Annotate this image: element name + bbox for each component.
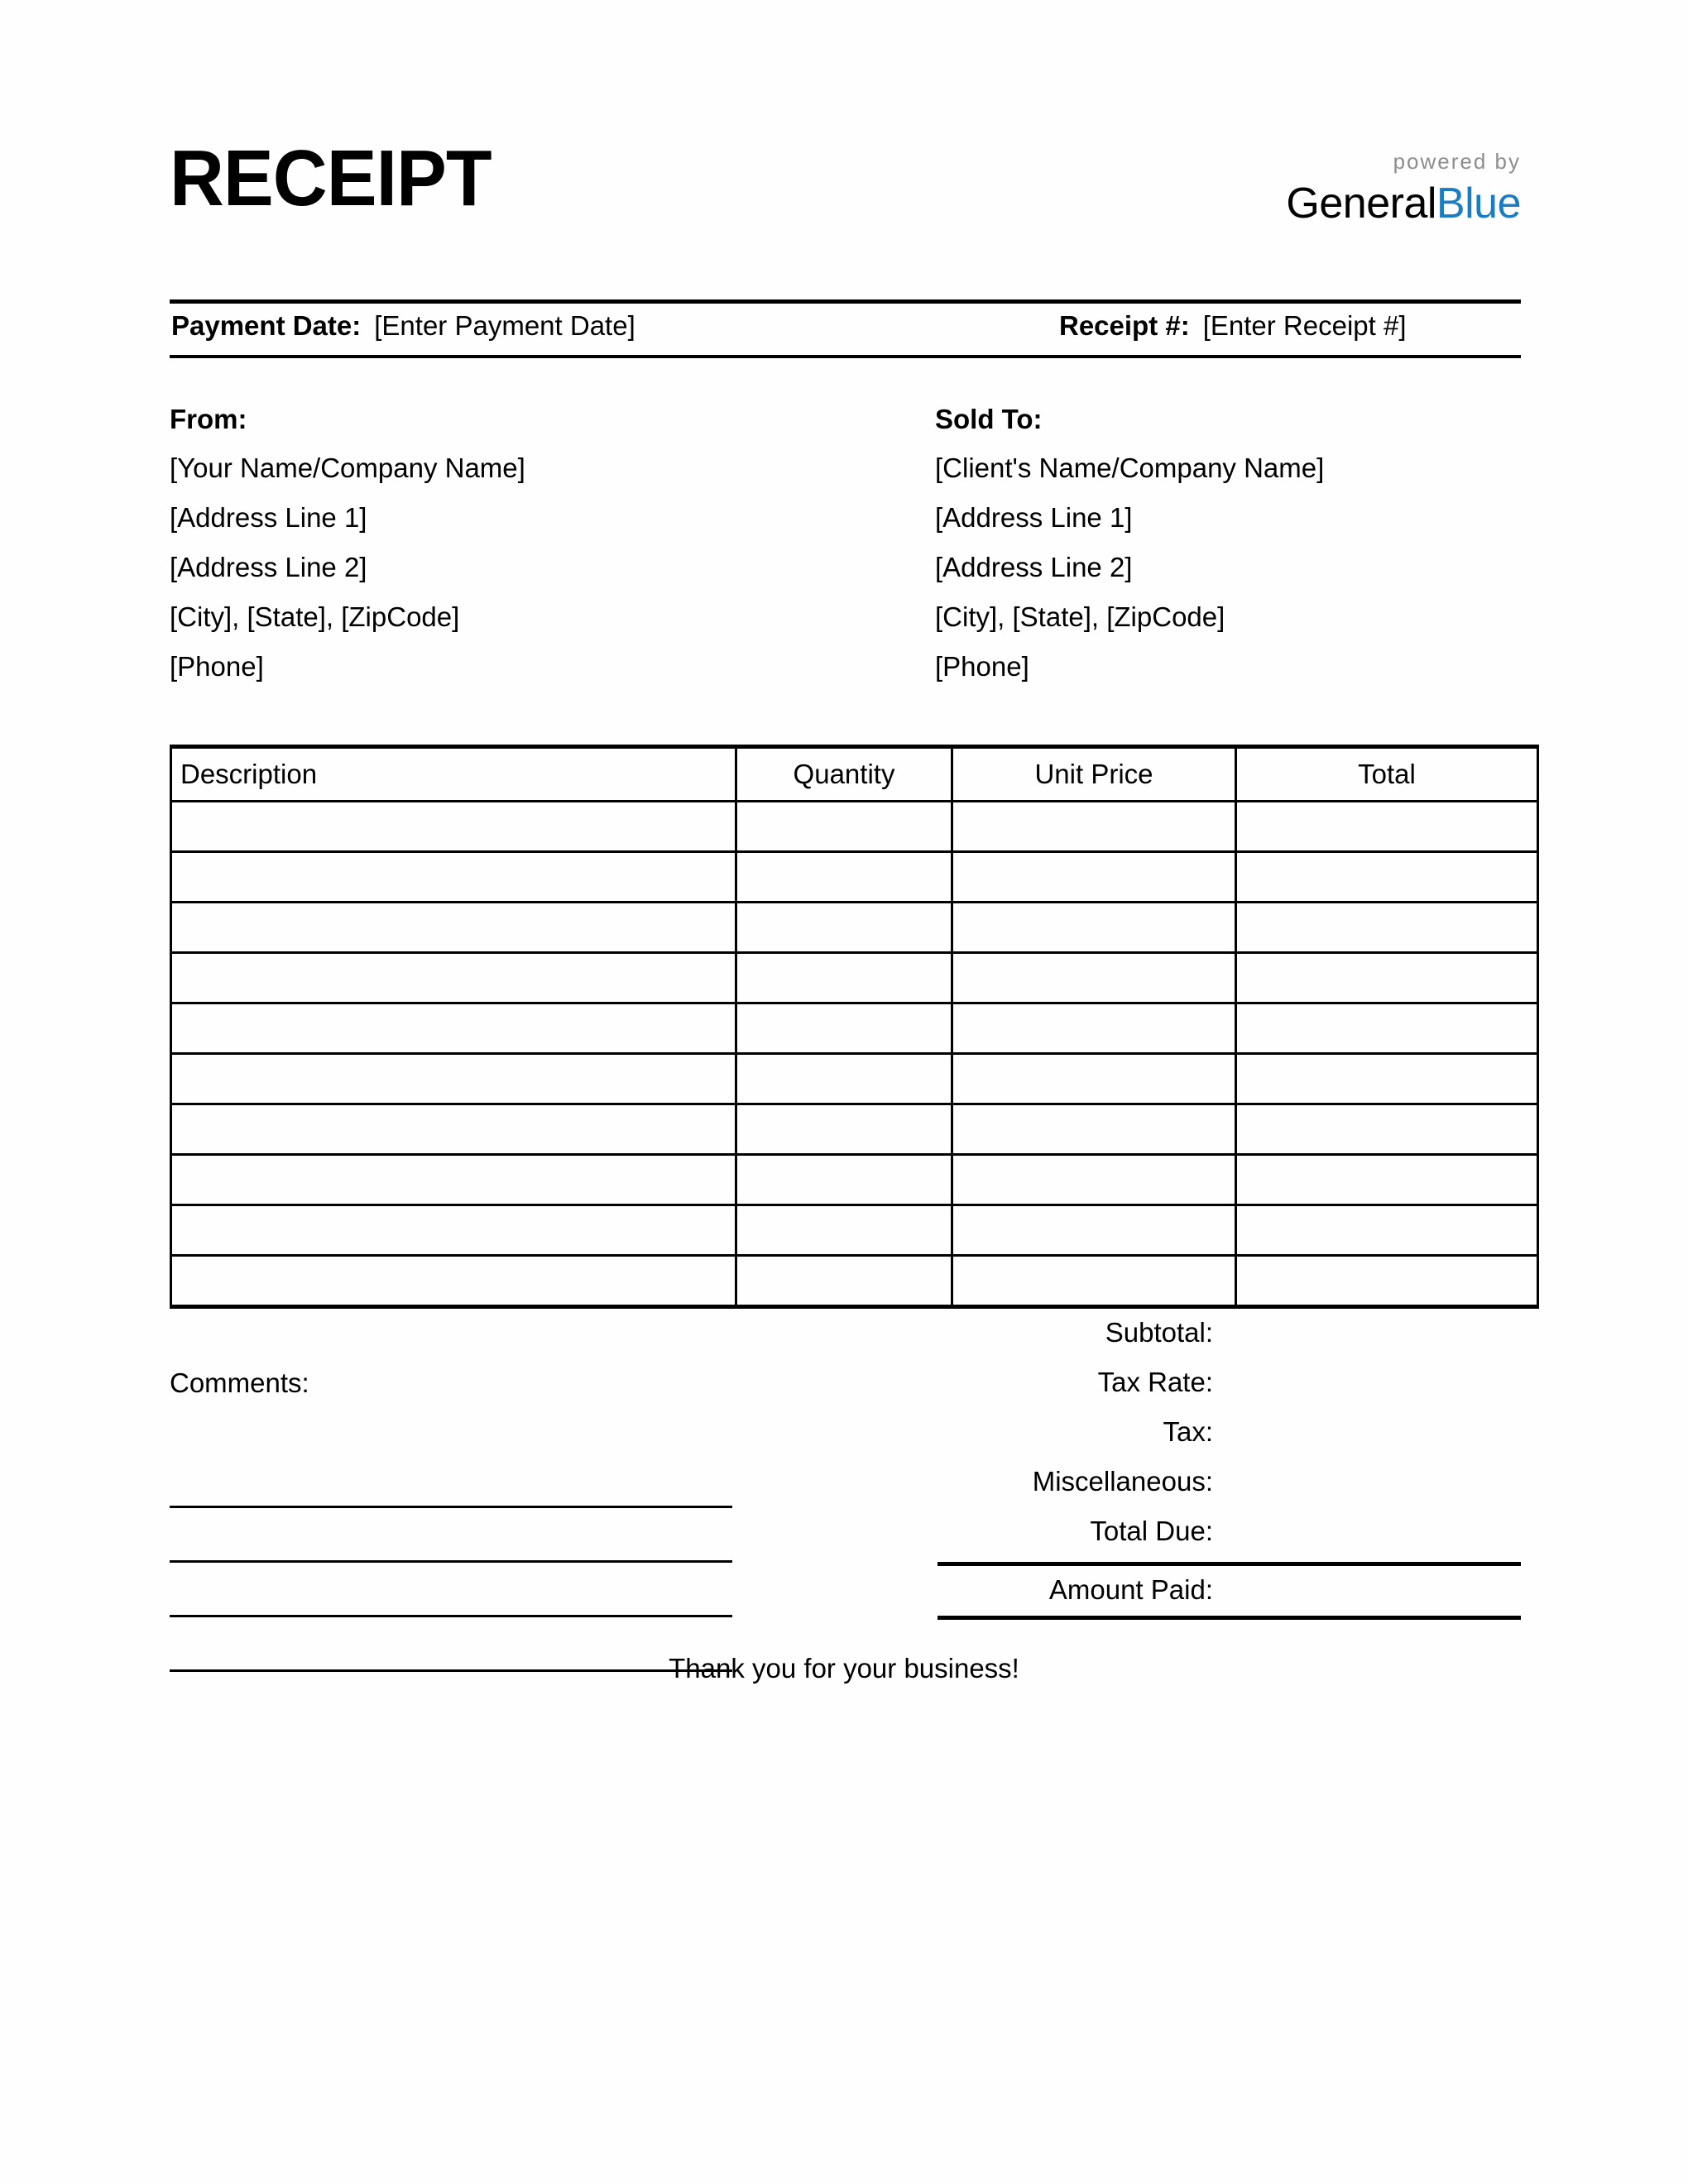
cell-quantity[interactable] (736, 903, 952, 953)
cell-unit-price[interactable] (952, 953, 1236, 1003)
from-line-city-state-zip[interactable]: [City], [State], [ZipCode] (170, 601, 460, 632)
document-header (170, 134, 1521, 255)
cell-quantity[interactable] (736, 1256, 952, 1307)
page-title: RECEIPT (170, 134, 492, 223)
totals-row-total-due (938, 1512, 1521, 1562)
cell-quantity[interactable] (736, 1003, 952, 1054)
cell-description[interactable] (171, 1155, 736, 1205)
cell-description[interactable] (171, 953, 736, 1003)
tax-rate-label: Tax Rate: (1097, 1367, 1213, 1397)
cell-unit-price[interactable] (952, 1003, 1236, 1054)
totals-row-tax (938, 1413, 1521, 1463)
table-row (171, 852, 1538, 903)
sold-to-line-name[interactable]: [Client's Name/Company Name] (935, 453, 1325, 483)
table-row (171, 953, 1538, 1003)
cell-total[interactable] (1236, 1003, 1538, 1054)
brand-name-general: General (1286, 180, 1436, 228)
brand-name-blue: Blue (1436, 180, 1521, 228)
cell-description[interactable] (171, 1003, 736, 1054)
comment-line[interactable] (170, 1508, 732, 1563)
tax-label: Tax: (1163, 1416, 1213, 1447)
receipt-number-field[interactable]: [Enter Receipt #] (1202, 310, 1407, 341)
totals-section (938, 1314, 1521, 1620)
payment-date-field[interactable]: [Enter Payment Date] (374, 310, 635, 341)
comments-label: Comments: (170, 1367, 309, 1398)
brand-powered-by-label: powered by (1393, 149, 1521, 174)
cell-unit-price[interactable] (952, 1256, 1236, 1307)
table-row (171, 1205, 1538, 1256)
line-items-body (171, 802, 1538, 1307)
table-row (171, 1104, 1538, 1155)
cell-total[interactable] (1236, 953, 1538, 1003)
cell-quantity[interactable] (736, 1054, 952, 1104)
receipt-number-group (1059, 310, 1407, 342)
cell-description[interactable] (171, 802, 736, 852)
column-header-total: Total (1236, 747, 1538, 802)
comments-input-area[interactable] (170, 1454, 732, 1672)
cell-description[interactable] (171, 1104, 736, 1155)
receipt-number-label: Receipt #: (1059, 310, 1190, 341)
cell-unit-price[interactable] (952, 903, 1236, 953)
subtotal-label: Subtotal: (1105, 1317, 1213, 1348)
sold-to-line-address1[interactable]: [Address Line 1] (935, 502, 1133, 533)
comments-section (170, 1369, 732, 1396)
from-line-name[interactable]: [Your Name/Company Name] (170, 453, 525, 483)
line-items-header (171, 747, 1538, 802)
cell-quantity[interactable] (736, 852, 952, 903)
column-header-description: Description (171, 747, 736, 802)
line-items-table (170, 745, 1539, 1309)
cell-unit-price[interactable] (952, 1104, 1236, 1155)
cell-description[interactable] (171, 852, 736, 903)
table-row (171, 802, 1538, 852)
cell-total[interactable] (1236, 1104, 1538, 1155)
table-row (171, 1256, 1538, 1307)
cell-total[interactable] (1236, 852, 1538, 903)
cell-description[interactable] (171, 1256, 736, 1307)
cell-quantity[interactable] (736, 1104, 952, 1155)
cell-unit-price[interactable] (952, 1054, 1236, 1104)
cell-description[interactable] (171, 1205, 736, 1256)
sold-to-block (935, 405, 1580, 702)
payment-date-group (171, 310, 635, 342)
table-row (171, 1155, 1538, 1205)
table-row (171, 1054, 1538, 1104)
comment-line[interactable] (170, 1563, 732, 1617)
miscellaneous-label: Miscellaneous: (1032, 1466, 1213, 1497)
cell-quantity[interactable] (736, 802, 952, 852)
cell-description[interactable] (171, 903, 736, 953)
from-block (170, 405, 815, 702)
sold-to-line-city-state-zip[interactable]: [City], [State], [ZipCode] (935, 601, 1225, 632)
cell-unit-price[interactable] (952, 802, 1236, 852)
column-header-quantity: Quantity (736, 747, 952, 802)
cell-total[interactable] (1236, 903, 1538, 953)
cell-description[interactable] (171, 1054, 736, 1104)
cell-quantity[interactable] (736, 953, 952, 1003)
cell-total[interactable] (1236, 802, 1538, 852)
brand-logo (1286, 149, 1521, 228)
amount-paid-label: Amount Paid: (1048, 1574, 1213, 1605)
brand-name (1286, 180, 1521, 228)
from-line-phone[interactable]: [Phone] (170, 651, 264, 682)
totals-row-tax-rate (938, 1363, 1521, 1413)
totals-row-subtotal (938, 1314, 1521, 1363)
from-title: From: (170, 404, 247, 434)
payment-date-label: Payment Date: (171, 310, 362, 341)
cell-total[interactable] (1236, 1054, 1538, 1104)
cell-unit-price[interactable] (952, 852, 1236, 903)
table-header-row (171, 747, 1538, 802)
column-header-unit-price: Unit Price (952, 747, 1236, 802)
from-line-address2[interactable]: [Address Line 2] (170, 552, 367, 582)
sold-to-line-address2[interactable]: [Address Line 2] (935, 552, 1133, 582)
table-row (171, 1003, 1538, 1054)
footer-message: Thank you for your business! (669, 1653, 1019, 1684)
from-line-address1[interactable]: [Address Line 1] (170, 502, 367, 533)
sold-to-title: Sold To: (935, 404, 1043, 434)
cell-total[interactable] (1236, 1205, 1538, 1256)
cell-total[interactable] (1236, 1155, 1538, 1205)
cell-quantity[interactable] (736, 1155, 952, 1205)
totals-row-amount-paid (938, 1562, 1521, 1620)
sold-to-line-phone[interactable]: [Phone] (935, 651, 1029, 682)
cell-unit-price[interactable] (952, 1155, 1236, 1205)
total-due-label: Total Due: (1090, 1516, 1213, 1546)
cell-total[interactable] (1236, 1256, 1538, 1307)
totals-row-miscellaneous (938, 1463, 1521, 1512)
cell-quantity[interactable] (736, 1205, 952, 1256)
cell-unit-price[interactable] (952, 1205, 1236, 1256)
comment-line[interactable] (170, 1454, 732, 1508)
receipt-meta-bar (170, 299, 1521, 358)
table-row (171, 903, 1538, 953)
